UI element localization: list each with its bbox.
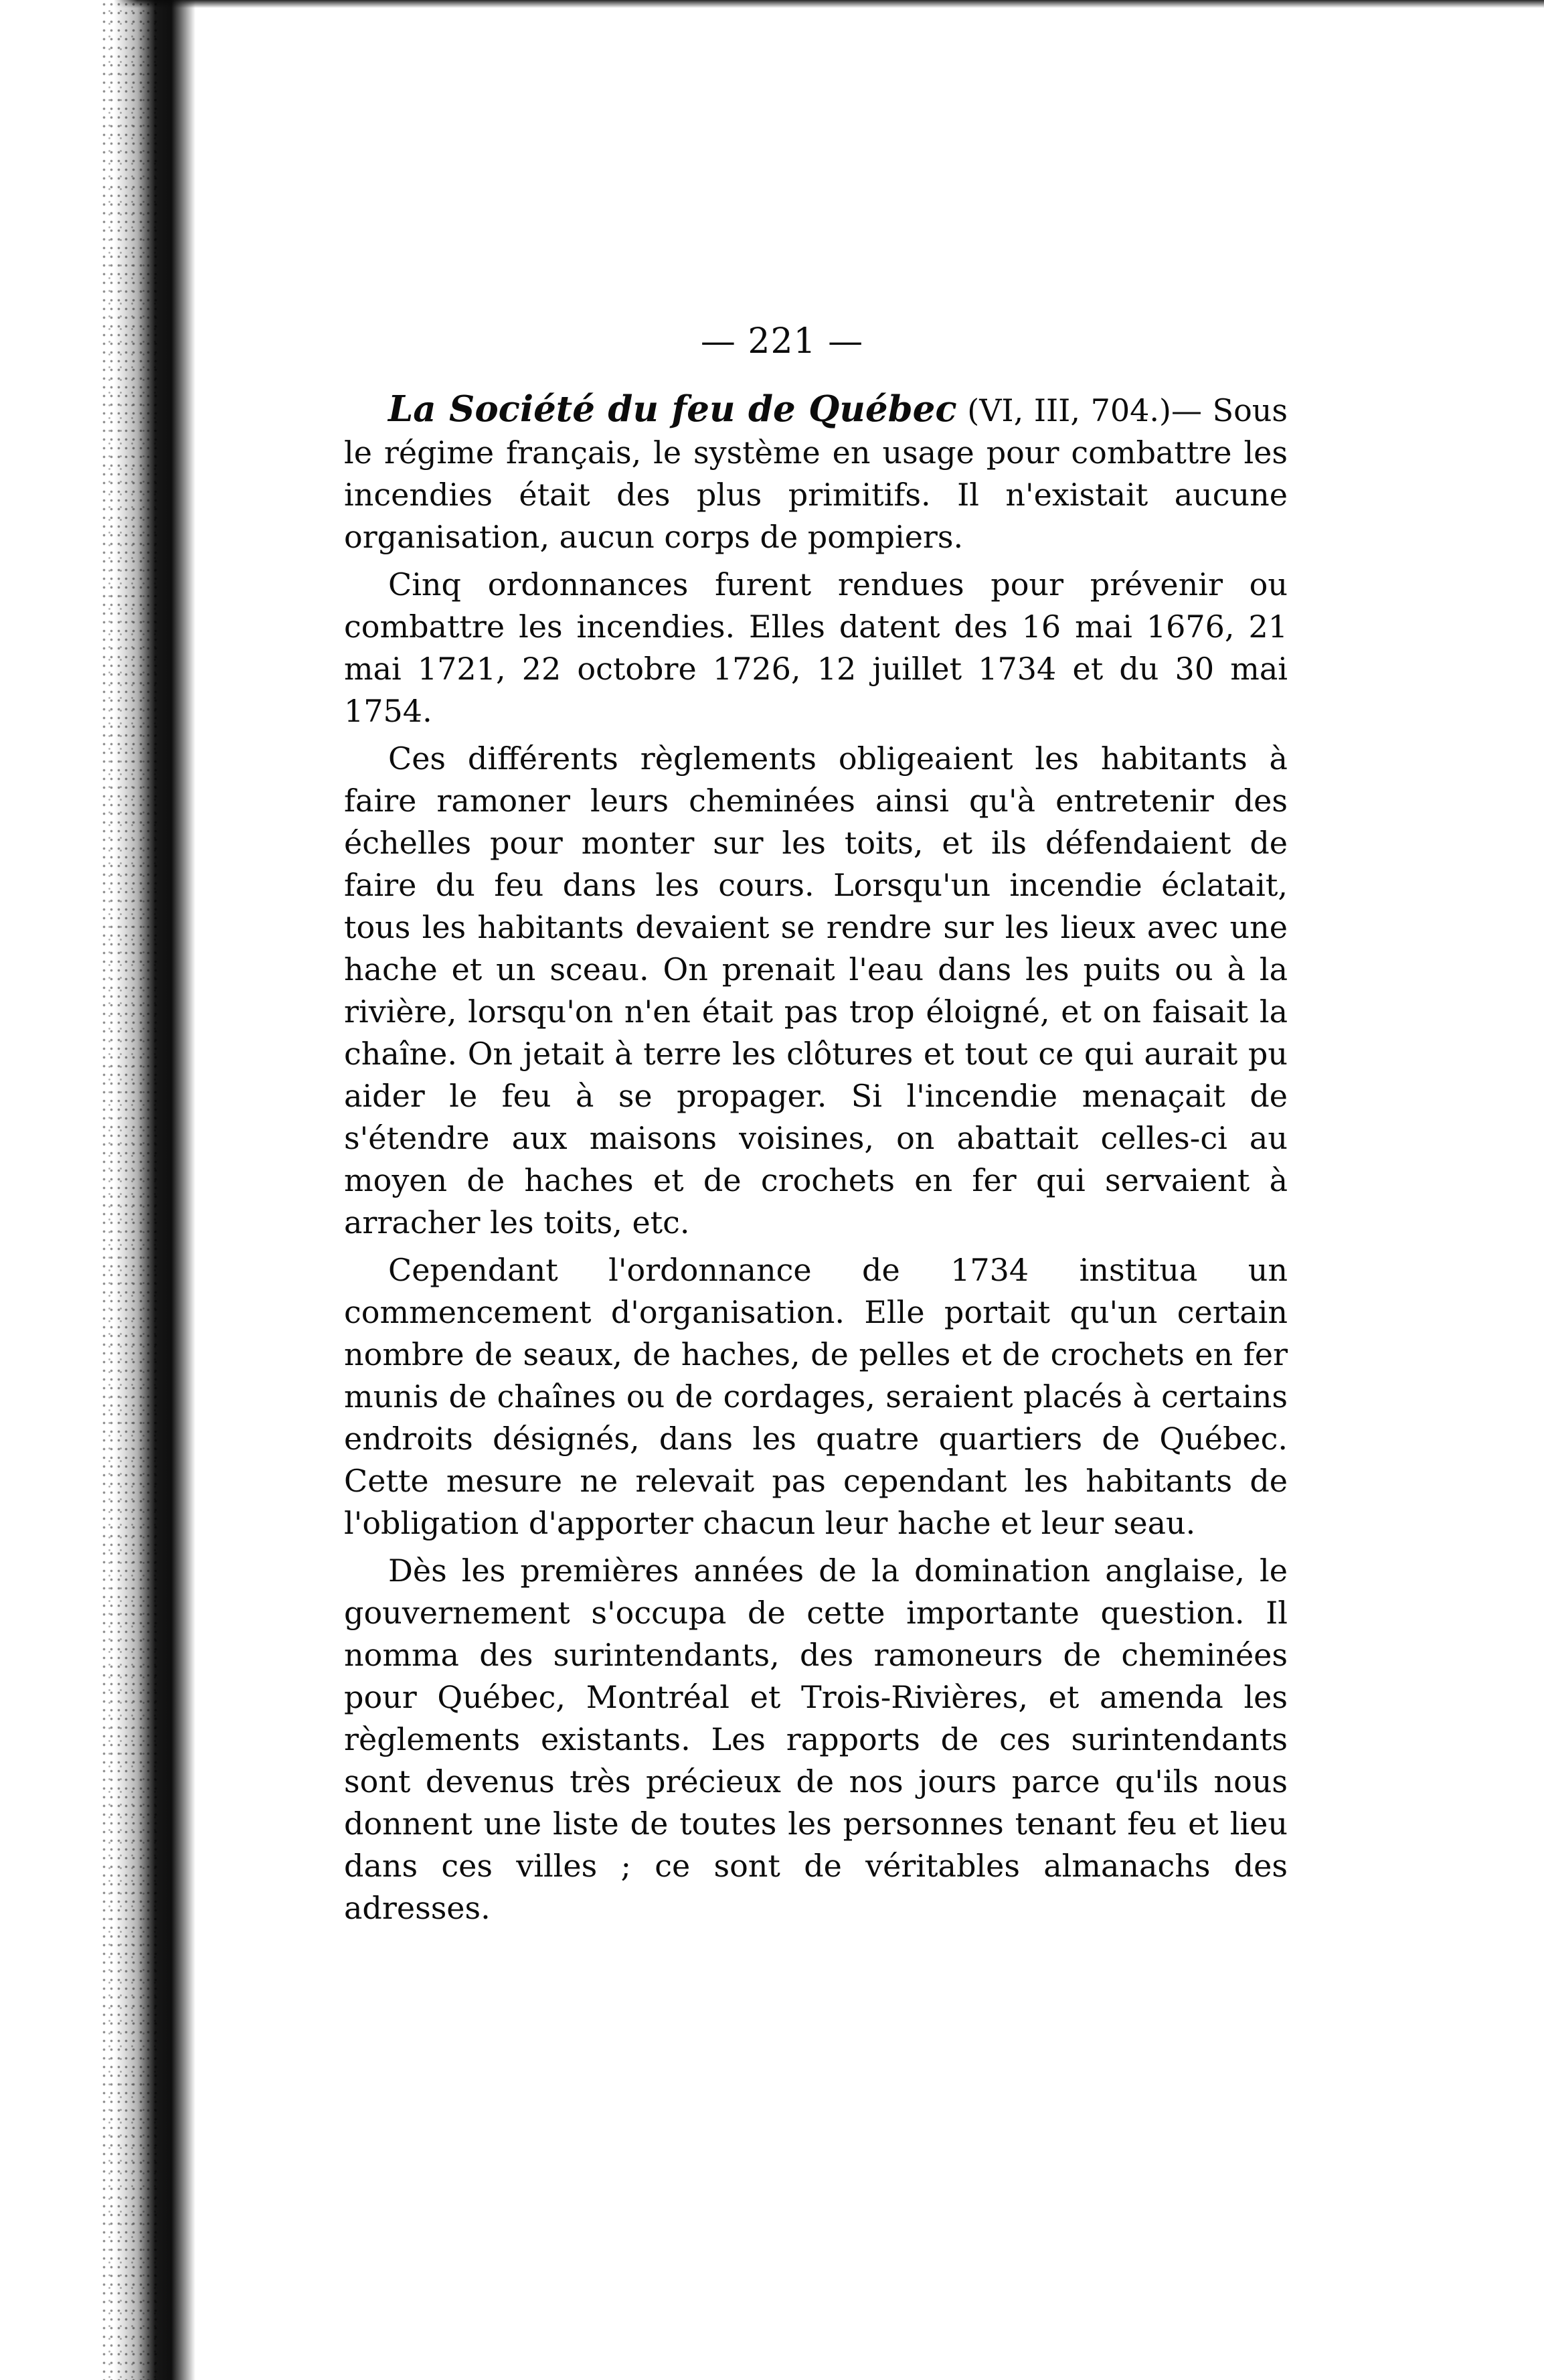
page-number: — 221 — xyxy=(700,321,864,362)
article-reference: (VI, III, 704.)— xyxy=(956,392,1202,428)
article-title: La Société du feu de Québec xyxy=(388,388,957,430)
article-paragraph: Cinq ordonnances furent rendues pour prévenir ou combattre les incendies. Elles datent des 16 mai 1676, 21 mai 1721, 22 octobre 1726, 12 juillet 1734 et du 30 mai 1754. xyxy=(344,566,1288,729)
article-paragraph: Dès les premières années de la domination anglaise, le gouvernement s'occupa de cette importante question. Il nomma des surintendants, des ramoneurs de cheminées pour Québec, Montréal et Trois-Rivières, et amenda les règlements existants. Les rapports de ces surintendants sont devenus très précieux de nos jours parce qu'ils nous donnent une liste de toutes les personnes tenant feu et lieu dans ces villes ; ce sont de véritables almanachs des adresses. xyxy=(344,1553,1288,1926)
article-lead-paragraph xyxy=(344,388,1288,558)
scan-top-edge xyxy=(0,0,1544,8)
article-body xyxy=(344,388,1288,1935)
article-lead-text: Sous le régime français, le système en usage pour combattre les incendies était des plus primitifs. Il n'existait aucune organisation, aucun corps de pompiers. xyxy=(344,392,1288,555)
article-paragraph: Cependant l'ordonnance de 1734 institua un commencement d'organisation. Elle portait qu'un certain nombre de seaux, de haches, de pelles et de crochets en fer munis de chaînes ou de cordages, seraient placés à certains endroits désignés, dans les quatre quartiers de Québec. Cette mesure ne relevait pas cependant les habitants de l'obligation d'apporter chacun leur hache et leur seau. xyxy=(344,1252,1288,1541)
article-paragraph: Ces différents règlements obligeaient les habitants à faire ramoner leurs cheminées ainsi qu'à entretenir des échelles pour monter sur les toits, et ils défendaient de faire du feu dans les cours. Lorsqu'un incendie éclatait, tous les habitants devaient se rendre sur les lieux avec une hache et un sceau. On prenait l'eau dans les puits ou à la rivière, lorsqu'on n'en était pas trop éloigné, et on faisait la chaîne. On jetait à terre les clôtures et tout ce qui aurait pu aider le feu à se propager. Si l'incendie menaçait de s'étendre aux maisons voisines, on abattait celles-ci au moyen de haches et de crochets en fer qui servaient à arracher les toits, etc. xyxy=(344,740,1288,1241)
